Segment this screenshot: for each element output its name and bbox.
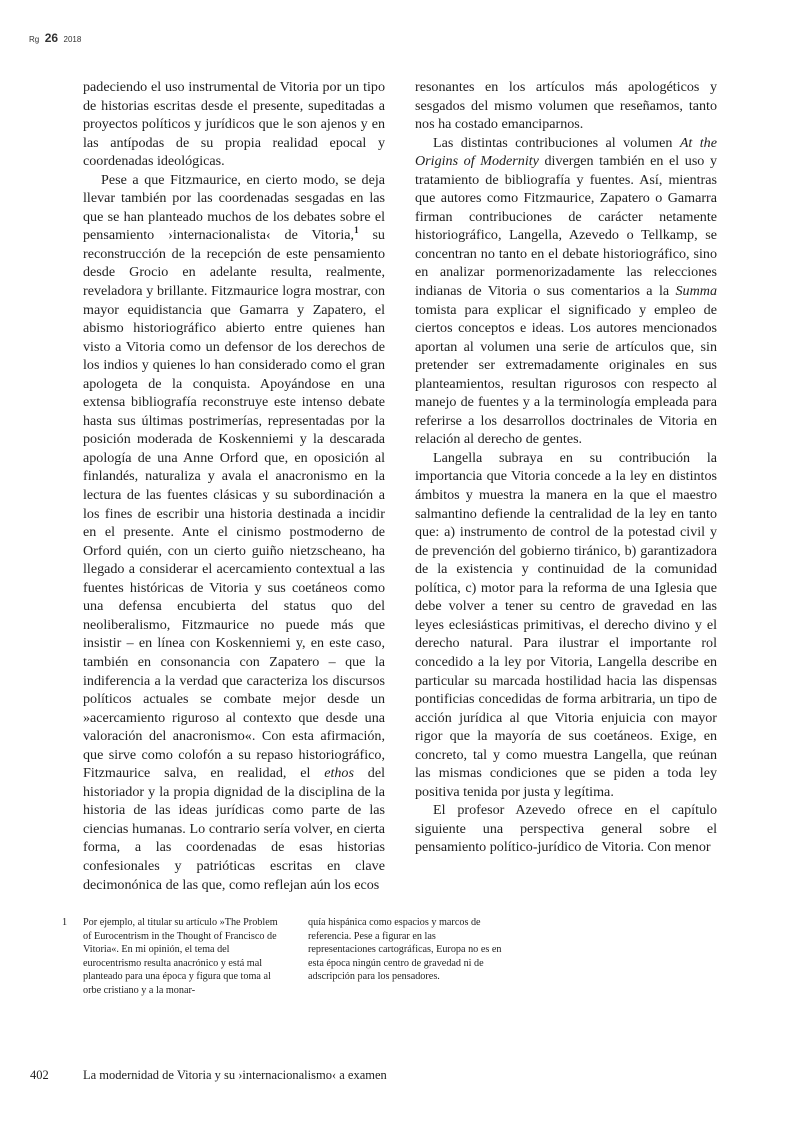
footnote-part-1: Por ejemplo, al titular su artículo »The Problem of Eurocentrism in the Thought of Francisco de Vitoria«. En mi opinión, el tema del eurocentrismo resulta anacrónico y está mal planteado para una época y figura que toma al orbe cristiano y a la monar- xyxy=(83,917,278,996)
paragraph: El profesor Azevedo ofrece en el capítulo siguiente una perspectiva general sobre el pensamiento político-jurídico de Vitoria. Con menor xyxy=(415,802,717,856)
journal-year: 2018 xyxy=(63,35,82,44)
journal-issue-number: 26 xyxy=(44,31,59,45)
footnote-ref[interactable]: 1 xyxy=(354,225,359,236)
footnote-part-2: quía hispánica como espacios y marcos de referencia. Pese a figurar en las representaciones cartográficas, Europa no es en esta época ningún centro de gravedad ni de adscripción para los pensadores. xyxy=(308,917,502,982)
footnote-number: 1 xyxy=(62,917,68,928)
paragraph: resonantes en los artículos más apologéticos y sesgados del mismo volumen que reseñamos, tanto nos ha costado emanciparnos. xyxy=(415,79,717,133)
journal-header xyxy=(29,29,81,47)
paragraph: Pese a que Fitzmaurice, en cierto modo, se deja llevar también por las coordenadas sesgadas en las que se han planteado muchos de los debates sobre el pensamiento ›internacionalista‹ de Vitoria,$^1$ su reconstrucción de la recepción de este pensamiento desde Grocio en adelante resulta, realmente, reveladora y brillante. Fitzmaurice logra mostrar, con mayor equidistancia que Gamarra y Zapatero, el abismo historiográfico abierto entre quienes han visto a Vitoria como un defensor de los derechos de los indios y quienes lo han considerado como el gran apologeta de la conquista. Apoyándose en una extensa bibliografía reconstruye este intenso debate hasta sus últimas postrimerías, representadas por la posición moderada de Koskenniemi y la descarada apología de una Anne Orford que, en oposición al finlandés, naturaliza y avala el anacronismo en la lectura de las fuentes clásicas y su subordinación a los fines de escribir una historia destinada a incidir en el presente. Ante el cinismo postmoderno de Orford quién, con un cierto guiño nietzscheano, ha llegado a considerar el acercamiento contextual a las fuentes históricas de Vitoria y sus coetáneos como una defensa encubierta del status quo del neoliberalismo, Fitzmaurice no puede más que insistir – en línea con Koskenniemi y, en este caso, también en consonancia con Zapatero – que la indiferencia a la verdad que caracteriza los discursos políticos actuales se combate mejor desde un »acercamiento riguroso al contexto que desde una valoración del anacronismo«. Con esta afirmación, que sirve como colofón a su repaso historiográfico, Fitzmaurice salva, en realidad, el ethos del historiador y la propia dignidad de la disciplina de la historia de las ideas jurídicas como parte de las ciencias humanas. Lo contrario sería volver, en cierta forma, a las coordenadas de esas historias confesionales y patrióticas escritas en clave decimonónica de las que, como reflejan aún los ecos xyxy=(83,171,385,893)
page-number: 402 xyxy=(30,1068,49,1082)
journal-abbrev: Rg xyxy=(29,35,40,44)
paragraph: Langella subraya en su contribución la importancia que Vitoria concede a la ley en distintos ámbitos y muestra la manera en la que el maestro salmantino defiende la centralidad de la ley en tanto que: a) instrumento de control de la potestad civil y de prevención del gobierno tiránico, b) garantizadora de la existencia y continuidad de la comunidad política, c) motor para la reforma de una Iglesia que debe volver a tener su centro de gravedad en las leyes eclesiásticas primitivas, el derecho divino y el derecho natural. Para ilustrar el importante rol concedido a la ley por Vitoria, Langella describe en particular su marcada hostilidad hacia las dispensas pontificias concedidas de forma arbitraria, un tipo de acción jurídica al que Vitoria enjuicia con mayor rigor que la mayoría de sus coetáneos. Exige, en concreto, tal y como muestra Langella, que reúnan las mismas condiciones que se piden a toda ley positiva tenida por justa y legítima. xyxy=(415,449,717,800)
left-column xyxy=(83,78,385,894)
paragraph: Las distintas contribuciones al volumen At the Origins of Modernity divergen también en el uso y tratamiento de bibliografía y fuentes. Así, mientras que autores como Fitzmaurice, Zapatero o Gamarra firman contribuciones de carácter netamente historiográfico, Langella, Azevedo o Tellkamp, se concentran no tanto en el debate historiográfico, sino en analizar pormenorizadamente las relecciones indianas de Vitoria o sus comentarios a la Summa tomista para explicar el significado y empleo de ciertos conceptos e ideas. Los autores mencionados aportan al volumen una serie de artículos que, sin pretender ser extremadamente originales en sus planteamientos, resultan rigurosos con respecto al manejo de fuentes y a la terminología empleada para referirse a los desarrollos doctrinales de Vitoria en relación al derecho de gentes. xyxy=(415,134,717,448)
right-column xyxy=(415,78,717,857)
running-title: La modernidad de Vitoria y su ›internacionalismo‹ a examen xyxy=(83,1068,387,1082)
paragraph: padeciendo el uso instrumental de Vitoria por un tipo de historias escritas desde el presente, supeditadas a proyectos políticos y jurídicos que le son ajenos y en las antípodas de su propia realidad epocal y coordenadas ideológicas. xyxy=(83,79,385,170)
